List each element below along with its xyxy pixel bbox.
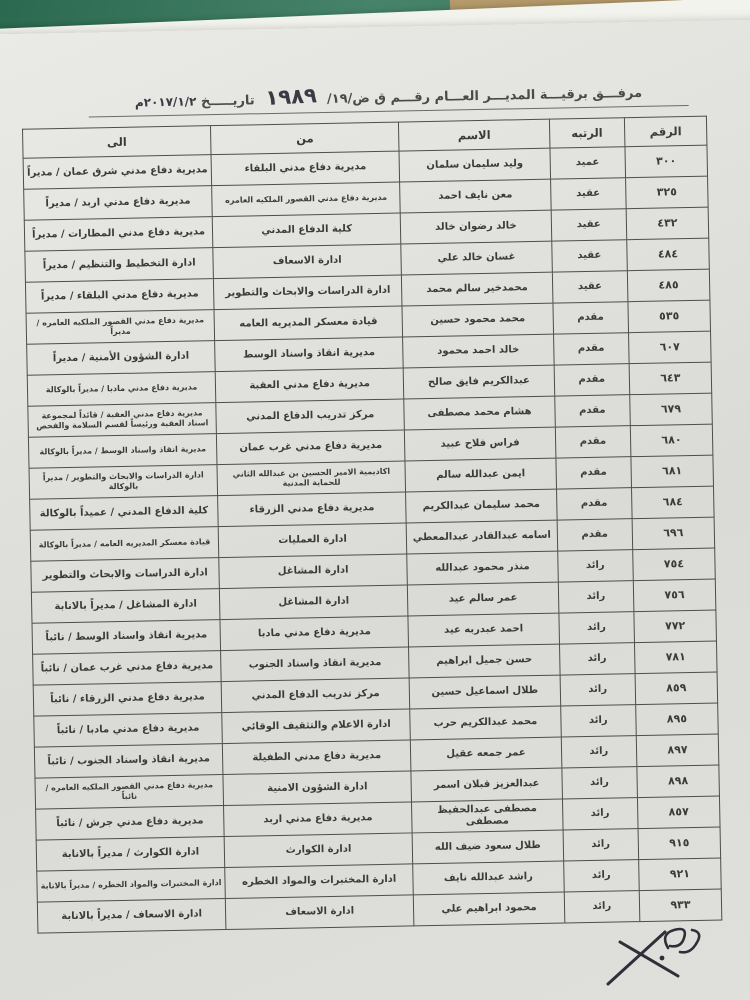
cell-name: اسامه عبدالقادر عبدالمعطي bbox=[406, 520, 557, 554]
title-prefix: مرفـــق برقيـــة المديـــر العـــام رقـــم ق ض/١٩/ bbox=[326, 85, 643, 107]
cell-rank: رائد bbox=[562, 798, 638, 830]
cell-number: ٣٢٥ bbox=[625, 176, 708, 209]
cell-to: مديرية دفاع مدني القصور الملكيه العامره / مديراً bbox=[26, 310, 215, 345]
cell-to: ادارة الدراسات والابحاث والتطوير / مديراً بالوكالة bbox=[29, 465, 218, 500]
cell-number: ٦٨٠ bbox=[630, 424, 713, 457]
cell-name: راشد عبدالله نايف bbox=[413, 861, 564, 895]
cell-rank: رائد bbox=[563, 860, 639, 892]
cell-name: هشام محمد مصطفى bbox=[404, 396, 555, 430]
cell-to: ادارة المشاغل / مديراً بالانابة bbox=[31, 589, 220, 624]
cell-rank: مقدم bbox=[556, 457, 632, 489]
cell-name: عبدالعزيز قبلان اسمر bbox=[411, 768, 562, 802]
cell-to: مديرية دفاع مدني الزرقاء / نائباً bbox=[33, 682, 222, 717]
cell-to: مديرية دفاع مدني مادبا / مديراً بالوكالة bbox=[27, 372, 216, 407]
cell-from: مديرية دفاع مدني العقبة bbox=[215, 368, 404, 403]
cell-number: ٩٢١ bbox=[639, 858, 722, 891]
cell-to: مديرية انقاذ واسناد الوسط / مديراً بالوكالة bbox=[28, 434, 217, 469]
cell-rank: رائد bbox=[559, 643, 635, 675]
cell-name: خالد احمد محمود bbox=[403, 334, 554, 368]
cell-to: ادارة الاسعاف / مديراً بالانابة bbox=[37, 899, 226, 934]
cell-rank: رائد bbox=[557, 550, 633, 582]
cell-from: مديرية دفاع مدني البلقاء bbox=[211, 151, 400, 186]
cell-name: عمر سالم عيد bbox=[408, 582, 559, 616]
cell-to: مديرية دفاع مدني غرب عمان / نائباً bbox=[33, 651, 222, 686]
transfer-table-body bbox=[23, 145, 722, 933]
cell-rank: رائد bbox=[564, 891, 640, 923]
cell-to: مديرية دفاع مدني المطارات / مديراً bbox=[24, 217, 213, 252]
cell-to: مديرية دفاع مدني العقبة / قائداً لمجموعة اسناد العقبة ورئيساً لقسم السلامة والفحص bbox=[28, 403, 217, 438]
header-rank: الرتبه bbox=[549, 118, 625, 148]
cell-rank: مقدم bbox=[557, 519, 633, 551]
cell-name: منذر محمود عبدالله bbox=[407, 551, 558, 585]
document-paper bbox=[0, 19, 750, 1000]
cell-from: مديرية دفاع مدني اربد bbox=[224, 802, 413, 837]
cell-number: ٤٨٥ bbox=[627, 269, 710, 302]
cell-to: ادارة الشؤون الأمنية / مديراً bbox=[27, 341, 216, 376]
cell-from: ادارة الشؤون الامنية bbox=[223, 771, 412, 806]
cell-rank: مقدم bbox=[555, 426, 631, 458]
transfer-table bbox=[22, 116, 722, 934]
cell-name: حسن جميل ابراهيم bbox=[409, 644, 560, 678]
cell-rank: مقدم bbox=[553, 302, 629, 334]
cell-name: محمد سليمان عبدالكريم bbox=[406, 489, 557, 523]
cell-rank: رائد bbox=[561, 736, 637, 768]
cell-rank: عقيد bbox=[552, 271, 628, 303]
cell-rank: مقدم bbox=[554, 364, 630, 396]
cell-from: ادارة المشاغل bbox=[219, 554, 408, 589]
cell-name: محمد عبدالكريم حرب bbox=[410, 706, 561, 740]
cell-name: غسان خالد علي bbox=[401, 241, 552, 275]
cell-from: مديرية دفاع مدني مادبا bbox=[220, 616, 409, 651]
cell-from: قيادة معسكر المديريه العامه bbox=[214, 306, 403, 341]
cell-from: ادارة الاعلام والتثقيف الوقائي bbox=[222, 709, 411, 744]
cell-number: ٦٨١ bbox=[631, 455, 714, 488]
cell-number: ٤٨٤ bbox=[627, 238, 710, 271]
cell-from: مديرية دفاع مدني القصور الملكيه العامره bbox=[212, 182, 401, 217]
cell-name: فراس فلاح عبيد bbox=[405, 427, 556, 461]
cell-to: ادارة المختبرات والمواد الخطره / مديراً بالانابة bbox=[37, 868, 226, 903]
cell-from: مديرية دفاع مدني غرب عمان bbox=[217, 430, 406, 465]
cell-from: مديرية انقاذ واسناد الوسط bbox=[215, 337, 404, 372]
cell-to: مديرية دفاع مدني اربد / مديراً bbox=[24, 186, 213, 221]
header-from: من bbox=[211, 122, 400, 155]
cell-number: ٧٥٤ bbox=[633, 548, 716, 581]
cell-from: ادارة الدراسات والابحاث والتطوير bbox=[214, 275, 403, 310]
cell-rank: رائد bbox=[558, 581, 634, 613]
cell-number: ٦٤٣ bbox=[629, 362, 712, 395]
cell-from: كلية الدفاع المدني bbox=[212, 213, 401, 248]
cell-number: ٣٠٠ bbox=[625, 145, 708, 178]
cell-to: مديرية دفاع مدني شرق عمان / مديراً bbox=[23, 155, 212, 190]
cell-number: ٨٥٧ bbox=[637, 796, 720, 829]
cell-number: ٨٩٥ bbox=[636, 703, 719, 736]
cell-number: ٦٧٩ bbox=[630, 393, 713, 426]
cell-rank: عقيد bbox=[550, 178, 626, 210]
cell-rank: مقدم bbox=[554, 395, 630, 427]
cell-rank: رائد bbox=[560, 705, 636, 737]
paper-content bbox=[0, 19, 750, 934]
cell-number: ٩١٥ bbox=[638, 827, 721, 860]
cell-from: ادارة العمليات bbox=[218, 523, 407, 558]
cell-from: ادارة الاسعاف bbox=[213, 244, 402, 279]
cell-number: ٦٨٤ bbox=[631, 486, 714, 519]
cell-from: ادارة المشاغل bbox=[219, 585, 408, 620]
cell-number: ٨٩٧ bbox=[636, 734, 719, 767]
cell-from: مركز تدريب الدفاع المدني bbox=[221, 678, 410, 713]
cell-number: ٨٥٩ bbox=[635, 672, 718, 705]
cell-name: خالد رضوان خالد bbox=[400, 210, 551, 244]
cell-from: ادارة الكوارث bbox=[224, 833, 413, 868]
cell-rank: عميد bbox=[550, 147, 626, 179]
handwritten-date: ٢٠١٧/١/٢م bbox=[134, 94, 197, 110]
title-date-word: تاريـــــخ bbox=[200, 93, 255, 110]
cell-number: ٥٣٥ bbox=[628, 300, 711, 333]
cell-from: مديرية دفاع مدني الزرقاء bbox=[218, 492, 407, 527]
cell-number: ٤٣٢ bbox=[626, 207, 709, 240]
handwritten-ref-number: ١٩٨٩ bbox=[264, 83, 317, 110]
cell-from: ادارة المختبرات والمواد الخطره bbox=[225, 864, 414, 899]
cell-number: ٦٠٧ bbox=[628, 331, 711, 364]
header-number: الرقم bbox=[624, 116, 707, 147]
cell-to: مديرية دفاع مدني البلقاء / مديراً bbox=[25, 279, 214, 314]
cell-rank: رائد bbox=[560, 674, 636, 706]
cell-name: طلال اسماعيل حسين bbox=[409, 675, 560, 709]
cell-rank: مقدم bbox=[553, 333, 629, 365]
cell-rank: رائد bbox=[563, 829, 639, 861]
cell-number: ٦٩٦ bbox=[632, 517, 715, 550]
cell-to: مديرية انقاذ واسناد الوسط / نائباً bbox=[32, 620, 221, 655]
cell-to: قيادة معسكر المديريه العامه / مديراً بالوكالة bbox=[30, 527, 219, 562]
cell-rank: عقيد bbox=[551, 209, 627, 241]
cell-rank: مقدم bbox=[556, 488, 632, 520]
cell-name: عمر جمعه عقيل bbox=[411, 737, 562, 771]
cell-name: وليد سليمان سلمان bbox=[399, 148, 550, 182]
cell-name: طلال سعود ضيف الله bbox=[412, 830, 563, 864]
cell-rank: رائد bbox=[562, 767, 638, 799]
cell-name: عبدالكريم فايق صالح bbox=[403, 365, 554, 399]
cell-number: ٧٨١ bbox=[634, 641, 717, 674]
cell-to: مديرية دفاع مدني مادبا / نائباً bbox=[34, 713, 223, 748]
cell-to: مديرية انقاذ واسناد الجنوب / نائباً bbox=[34, 744, 223, 779]
cell-to: ادارة الكوارث / مديراً بالانابة bbox=[36, 837, 225, 872]
signature-scribble bbox=[590, 914, 740, 994]
cell-name: احمد عبدربه عيد bbox=[408, 613, 559, 647]
cell-rank: رائد bbox=[559, 612, 635, 644]
cell-to: كلية الدفاع المدني / عميداً بالوكالة bbox=[30, 496, 219, 531]
cell-number: ٩٣٣ bbox=[639, 889, 722, 922]
cell-rank: عقيد bbox=[551, 240, 627, 272]
cell-to: مديرية دفاع مدني جرش / نائباً bbox=[36, 806, 225, 841]
cell-from: مديرية انقاذ واسناد الجنوب bbox=[221, 647, 410, 682]
cell-to: ادارة التخطيط والتنظيم / مديراً bbox=[25, 248, 214, 283]
cell-number: ٨٩٨ bbox=[637, 765, 720, 798]
cell-name: محمد محمود حسين bbox=[402, 303, 553, 337]
document-title bbox=[88, 77, 688, 118]
header-to: الى bbox=[23, 126, 212, 159]
cell-number: ٧٧٢ bbox=[634, 610, 717, 643]
cell-from: ادارة الاسعاف bbox=[225, 895, 414, 930]
cell-name: محمدخير سالم محمد bbox=[402, 272, 553, 306]
cell-name: معن نايف احمد bbox=[400, 179, 551, 213]
cell-number: ٧٥٦ bbox=[633, 579, 716, 612]
cell-to: ادارة الدراسات والابحاث والتطوير bbox=[31, 558, 220, 593]
cell-name: ايمن عبدالله سالم bbox=[405, 458, 556, 492]
cell-from: مركز تدريب الدفاع المدني bbox=[216, 399, 405, 434]
cell-name: محمود ابراهيم علي bbox=[414, 892, 565, 926]
header-name: الاسم bbox=[399, 119, 550, 151]
cell-from: اكاديمية الامير الحسين بن عبدالله الثاني للحماية المدنية bbox=[217, 461, 406, 496]
cell-from: مديرية دفاع مدني الطفيلة bbox=[222, 740, 411, 775]
cell-to: مديرية دفاع مدني القصور الملكيه العامره / نائباً bbox=[35, 775, 224, 810]
cell-name: مصطفى عبدالحفيظ مصطفى bbox=[412, 799, 563, 833]
